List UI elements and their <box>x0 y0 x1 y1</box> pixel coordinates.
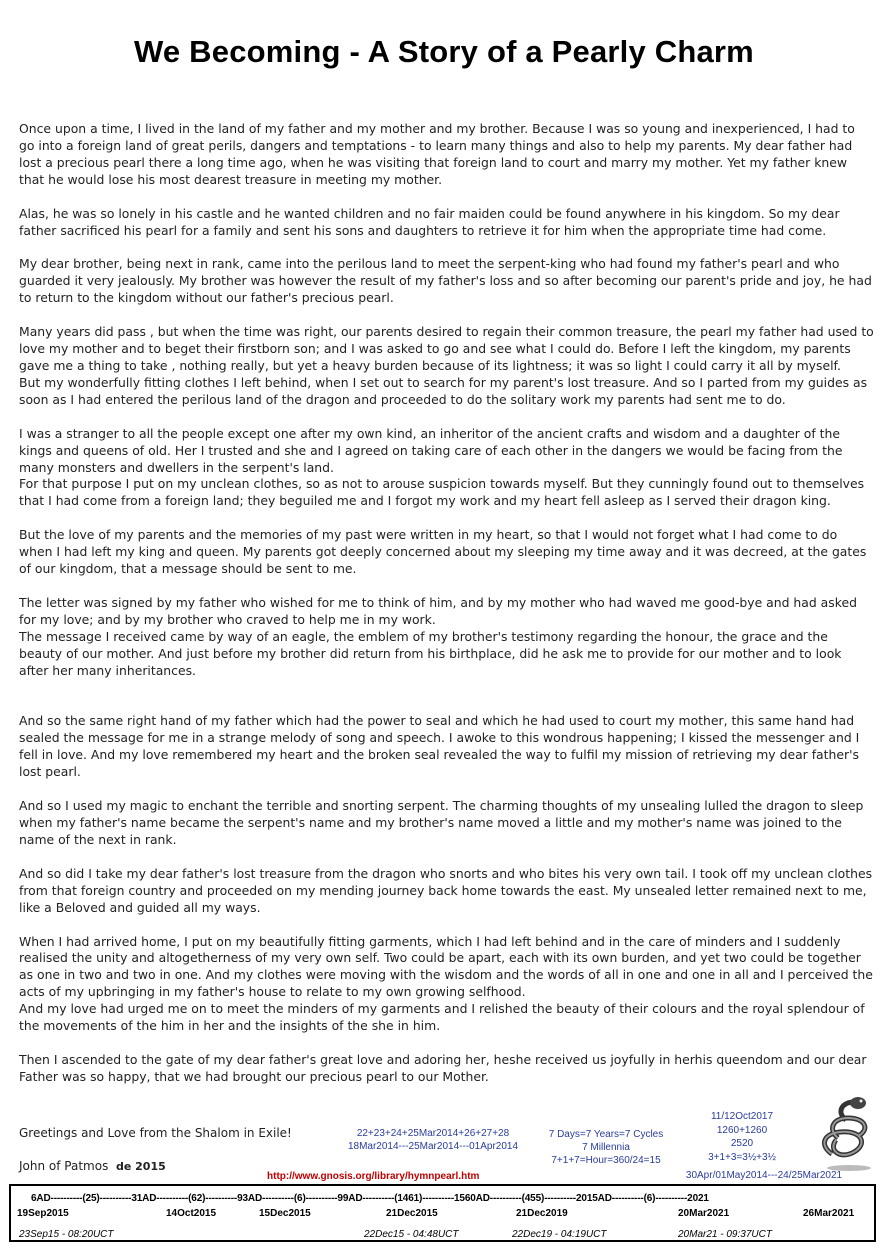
date-note-3 <box>688 1110 796 1164</box>
note-line: 7 Millennia <box>582 1142 630 1153</box>
paragraph-text: Once upon a time, I lived in the land of my father and my mother and my brother. Because I was so young and inexperienced, I had to go into a foreign land of great perils, dangers and temptations - to learn many things and also to help my parents. My dear father had lost a precious pearl there a long time ago, when he was visiting that foreign land to court and marry my mother. Yet my father knew that he would lose his most dearest treasure in meeting my mother. <box>19 121 855 187</box>
paragraph-text: But the love of my parents and the memories of my past were written in my heart, so that I would not forget what I had come to do when I had left my king and queen. My parents got deeply concerned about my sleeping my time away and it was decreed, at the gates of our kingdom, that a message should be sent to me. <box>19 527 867 577</box>
timeline-date: 19Sep2015 <box>17 1208 69 1219</box>
paragraph <box>19 256 874 307</box>
paragraph-text: For that purpose I put on my unclean clothes, so as not to arouse suspicion towards myself. But they cunningly found out to themselves that I had come from a foreign land; they beguiled me and I forgot my work and my heart fell asleep as I served their dragon king. <box>19 476 865 509</box>
ouroboros-serpent-icon <box>818 1094 880 1172</box>
paragraph-text: And so I used my magic to enchant the terrible and snorting serpent. The charming thoughts of my unsealing lulled the dragon to sleep when my father's name became the serpent's name and my brother's name moved a little and my mother's name was joined to the name of the next in rank. <box>19 798 864 847</box>
date-note-1 <box>337 1128 529 1152</box>
paragraph-text: Many years did pass , but when the time was right, our parents desired to regain their common treasure, the pearl my father had used to love my mother and to beget their firstborn son; and I was asked to go and see what I could do. Before I left the kingdom, my parents gave me a thing to take , nothing really, but yet a heavy burden because of its lightness; it was so light I could carry it all by myself. <box>19 324 874 373</box>
note-line: 7+1+7=Hour=360/24=15 <box>551 1155 661 1166</box>
date-note-2 <box>530 1128 682 1167</box>
paragraph <box>19 866 874 917</box>
timeline-time: 23Sep15 - 08:20UCT <box>19 1229 114 1240</box>
paragraph-text: And so the same right hand of my father which had the power to seal and which he had used to court my mother, this same hand had sealed the message for me in a strange melody of song and speech. I awoke to this wondrous happening; I kissed the messenger and I fell in love. And my love remembered my heart and the broken seal revealed the way to fulfil my mission of retrieving my dear father's lost pearl. <box>19 713 860 780</box>
paragraph <box>19 426 874 511</box>
note-line: 1260+1260 <box>716 1124 768 1136</box>
timeline-date: 20Mar2021 <box>678 1208 730 1219</box>
page-title: We Becoming - A Story of a Pearly Charm <box>134 34 754 69</box>
author-name <box>19 1159 166 1173</box>
note-line: 18Mar2014---25Mar2014---01Apr2014 <box>347 1141 519 1152</box>
paragraph <box>19 1052 874 1086</box>
story-body <box>19 121 874 1086</box>
note-line: 7 Days=7 Years=7 Cycles <box>548 1129 664 1140</box>
paragraph <box>19 121 874 189</box>
timeline-box <box>9 1184 876 1242</box>
paragraph-text: And so did I take my dear father's lost treasure from the dragon who snorts and who bites his very own tail. I took off my unclean clothes from that foreign country and proceeded on my mending journey back home towards the east. My unsealed letter remained next to me, like a Beloved and guided all my ways. <box>19 865 873 915</box>
paragraph-text: The letter was signed by my father who wished for me to think of him, and by my mother who had waved me good-bye and had asked for my love; and by my brother who craved to help me in my work. <box>19 594 857 627</box>
paragraph-text: Alas, he was so lonely in his castle and he wanted children and no fair maiden could be found anywhere in his kingdom. So my dear father sacrificed his pearl for a family and sent his sons and daughters to retrieve it for him when the appropriate time had come. <box>19 205 840 238</box>
timeline-time: 22Dec19 - 04:19UCT <box>512 1229 607 1240</box>
paragraph <box>19 206 874 240</box>
paragraph <box>19 595 874 680</box>
paragraph <box>19 713 874 781</box>
author-year: de 2015 <box>115 1160 166 1173</box>
timeline-date: 21Dec2019 <box>516 1208 568 1219</box>
paragraph-text: Then I ascended to the gate of my dear father's great love and adoring her, heshe received us joyfully in herhis queendom and our dear Father was so happy, that we had brought our precious pearl to our Mother. <box>19 1051 867 1084</box>
paragraph <box>19 527 874 578</box>
paragraph-text: I was a stranger to all the people except one after my own kind, an inheritor of the ancient crafts and wisdom and a daughter of the kings and queens of old. Her I trusted and she and I agreed on taking care of each other in the dangers we would be facing from the many monsters and dwellers in the serpent's land. <box>19 425 843 475</box>
paragraph-text: The message I received came by way of an eagle, the emblem of my brother's testimony regarding the honour, the grace and the beauty of our mother. And just before my brother did return from his birthplace, did he ask me to provide for our mother and to look after her many inheritances. <box>19 628 842 678</box>
date-note-4: 30Apr/01May2014---24/25Mar2021 <box>685 1170 843 1181</box>
paragraph-text: And my love had urged me on to meet the minders of my garments and I relished the beauty of their colours and the royal splendour of the movements of the him in her and the insights of the she in him. <box>19 1001 865 1034</box>
paragraph <box>19 934 874 1035</box>
author-text: John of Patmos <box>19 1159 109 1173</box>
timeline-date: 26Mar2021 <box>803 1208 855 1219</box>
timeline-date: 21Dec2015 <box>386 1208 438 1219</box>
paragraph-text: My dear brother, being next in rank, came into the perilous land to meet the serpent-king who had found my father's pearl and who guarded it very jealously. My brother was however the result of my father's loss and so after becoming our parent's pride and joy, he had to return to the kingdom without our father's precious pearl. <box>19 256 872 306</box>
timeline-sequence: 6AD----------(25)----------31AD----------(62)----------93AD----------(6)----------99AD----------(1461)----------1560AD----------(455)----------2015AD----------(6)----------2021 <box>31 1193 709 1204</box>
paragraph-text: When I had arrived home, I put on my beautifully fitting garments, which I had left behind and in the care of minders and I suddenly realised the unity and altogetherness of my very own self. Two could be apart, each with its own burden, and yet two could be together as one in two and two in one. And my clothes were moving with the wisdom and the words of all in one and one in all and I perceived the acts of my upbringing in my father's house to relate to my own growing selfhood. <box>19 933 873 1000</box>
paragraph <box>19 798 874 849</box>
note-line: 3+1+3=3½+3½ <box>708 1151 776 1163</box>
source-link[interactable]: http://www.gnosis.org/library/hymnpearl.htm <box>267 1171 480 1182</box>
paragraph <box>19 324 874 409</box>
timeline-time: 20Mar21 - 09:37UCT <box>678 1229 772 1240</box>
greeting-text: Greetings and Love from the Shalom in Exile! <box>19 1126 292 1140</box>
note-line: 11/12Oct2017 <box>710 1111 774 1122</box>
timeline-date: 14Oct2015 <box>166 1208 217 1219</box>
note-line: 2520 <box>730 1138 754 1149</box>
note-line: 22+23+24+25Mar2014+26+27+28 <box>356 1128 510 1139</box>
paragraph-text: But my wonderfully fitting clothes I left behind, when I set out to search for my parent's lost treasure. And so I parted from my guides as soon as I had entered the perilous land of the dragon and proceeded to do the solitary work my parents had sent me to do. <box>19 374 868 407</box>
timeline-date: 15Dec2015 <box>259 1208 311 1219</box>
timeline-time: 22Dec15 - 04:48UCT <box>364 1229 459 1240</box>
